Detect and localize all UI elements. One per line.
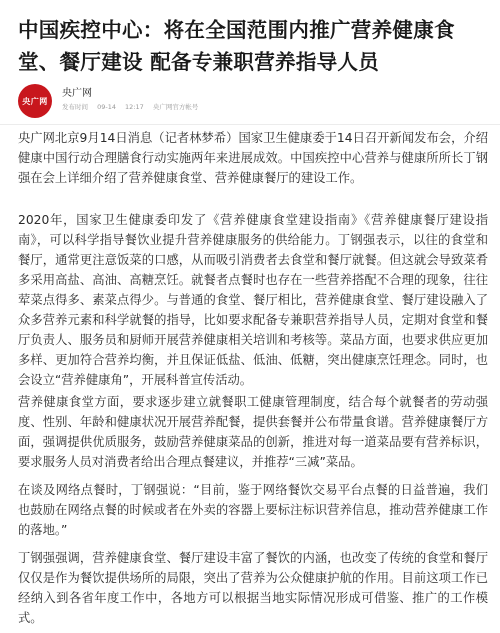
paragraph-4: 在谈及网络点餐时，丁钢强说：“目前，鉴于网络餐饮交易平台点餐的日益普遍，我们也鼓励在网络点餐的时候或者在外卖的容器上要标注标识营养信息，推动营养健康工作的落地。” bbox=[18, 483, 488, 537]
publish-date: 09-14 bbox=[97, 103, 116, 111]
paragraph-5: 丁钢强强调，营养健康食堂、餐厅建设丰富了餐饮的内涵，也改变了传统的食堂和餐厅仅仅是作为餐饮提供场所的局限，突出了营养为公众健康护航的作用。目前这项工作已经纳入到各省年度工作中，各地方可以根据当地实际情况形成可借鉴、推广的工作模式。 bbox=[18, 551, 488, 625]
author-name[interactable]: 央广网 bbox=[62, 88, 92, 99]
publish-meta bbox=[62, 102, 205, 111]
author-info bbox=[18, 82, 488, 122]
paragraph-1: 央广网北京9月14日消息（记者林梦希）国家卫生健康委于14日召开新闻发布会，介绍健康中国行动合理膳食行动实施两年来进展成效。中国疾控中心营养与健康所所长丁钢强在会上详细介绍了营养健康食堂、营养健康餐厅的建设工作。 bbox=[18, 131, 488, 185]
header-divider bbox=[0, 124, 500, 125]
paragraph-3: 营养健康食堂方面，要求逐步建立就餐职工健康管理制度，结合每个就餐者的劳动强度、性别、年龄和健康状况开展营养配餐，提供套餐并公布带量食谱。营养健康餐厅方面，强调提供优质服务，鼓励营养健康菜品的创新，推进对每一道菜品要有营养标识，要求服务人员对消费者给出合理点餐建议，并推荐“三减”菜品。 bbox=[18, 395, 488, 469]
publish-label: 发布时间 bbox=[62, 103, 88, 111]
publish-time: 12:17 bbox=[125, 103, 144, 111]
article-title: 中国疾控中心：将在全国范围内推广营养健康食堂、餐厅建设 配备专兼职营养指导人员 bbox=[18, 18, 455, 74]
author-avatar[interactable]: 央广网 bbox=[18, 84, 52, 118]
paragraph-2: 2020年，国家卫生健康委印发了《营养健康食堂建设指南》《营养健康餐厅建设指南》，可以科学指导餐饮业提升营养健康服务的供给能力。丁钢强表示，以往的食堂和餐厅，通常更注意饭菜的口感，从而吸引消费者去食堂和餐厅就餐。但这就会导致菜肴多采用高盐、高油、高糖烹饪。就餐者点餐时也存在一些营养搭配不合理的现象，往往荤菜点得多、素菜点得少。与普通的食堂、餐厅相比，营养健康食堂、餐厅建设融入了众多营养元素和科学就餐的指导，比如要求配备专兼职营养指导人员，定期对食堂和餐厅负责人、服务员和厨师开展营养健康相关培训和考核等。菜品方面，也要求供应更加多样、更加符合营养均衡，并且保证低盐、低油、低糖，突出健康烹饪理念。同时，也会设立“营养健康角”，开展科普宣传活动。 bbox=[18, 213, 488, 387]
publish-source: 央广网官方帐号 bbox=[152, 103, 199, 111]
